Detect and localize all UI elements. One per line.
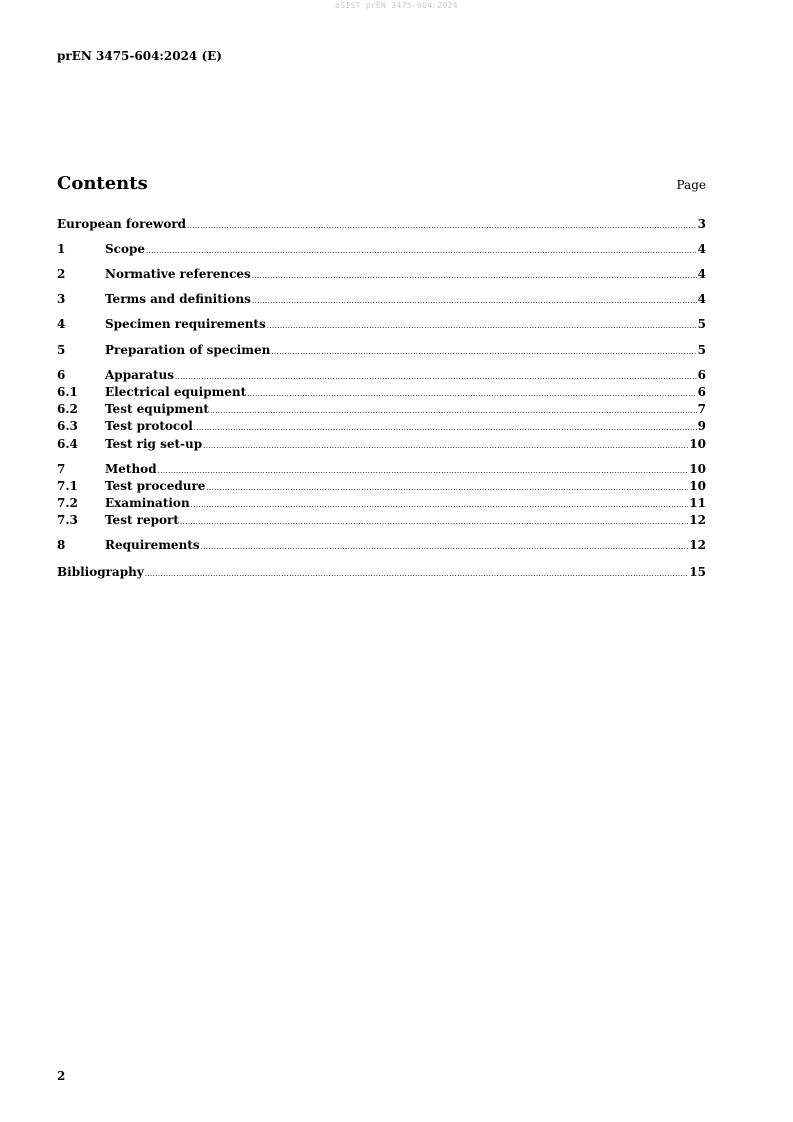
dot-leader: [271, 344, 696, 360]
toc-entry-title: Electrical equipment: [105, 385, 247, 399]
toc-entry-number: 6.1: [57, 385, 78, 399]
toc-entry-number: 6.3: [57, 419, 78, 433]
toc-entry-title: Normative references: [105, 267, 251, 281]
toc-entry-specimen-requirements[interactable]: [57, 316, 706, 332]
toc-entry-number: 6: [57, 368, 66, 382]
toc-entry-page: 15: [689, 565, 706, 579]
contents-heading: Contents: [57, 173, 148, 194]
dot-leader: [175, 369, 697, 385]
toc-entry-page: 4: [697, 267, 706, 281]
toc-entry-title: Apparatus: [105, 368, 174, 382]
document-identifier: prEN 3475-604:2024 (E): [57, 49, 222, 63]
toc-entry-page: 10: [689, 479, 706, 493]
toc-entry-page: 4: [697, 292, 706, 306]
toc-entry-number: 6.2: [57, 402, 78, 416]
dot-leader: [252, 268, 697, 284]
dot-leader: [180, 514, 688, 530]
toc-entry-bibliography[interactable]: [57, 564, 706, 580]
toc-entry-page: 7: [697, 402, 706, 416]
dot-leader: [201, 539, 689, 555]
toc-entry-page: 10: [689, 437, 706, 451]
toc-entry-page: 5: [697, 343, 706, 357]
dot-leader: [191, 497, 689, 513]
page-number: 2: [57, 1069, 66, 1083]
toc-entry-preparation-of-specimen[interactable]: [57, 342, 706, 358]
dot-leader: [187, 218, 697, 234]
page-column-label: Page: [676, 178, 706, 192]
toc-entry-test-rig-set-up[interactable]: [57, 436, 706, 452]
toc-entry-title: Test protocol: [105, 419, 193, 433]
toc-entry-title: Preparation of specimen: [105, 343, 271, 357]
toc-entry-number: 8: [57, 538, 66, 552]
toc-entry-number: 7.1: [57, 479, 78, 493]
toc-entry-terms-and-definitions[interactable]: [57, 291, 706, 307]
toc-entry-european-foreword[interactable]: [57, 216, 706, 232]
dot-leader: [158, 463, 689, 479]
toc-entry-title: Method: [105, 462, 157, 476]
toc-entry-page: 3: [697, 217, 706, 231]
toc-entry-title: Test rig set-up: [105, 437, 203, 451]
toc-entry-page: 12: [689, 513, 706, 527]
toc-entry-normative-references[interactable]: [57, 266, 706, 282]
dot-leader: [210, 403, 697, 419]
toc-entry-test-procedure[interactable]: [57, 478, 706, 494]
toc-entry-page: 4: [697, 242, 706, 256]
toc-entry-page: 6: [697, 368, 706, 382]
dot-leader: [203, 438, 688, 454]
watermark-text: oSIST prEN 3475-604:2024: [335, 1, 458, 10]
dot-leader: [146, 243, 697, 259]
toc-entry-page: 12: [689, 538, 706, 552]
toc-entry-number: 2: [57, 267, 66, 281]
toc-entry-page: 11: [689, 496, 706, 510]
toc-entry-scope[interactable]: [57, 241, 706, 257]
toc-entry-title: Specimen requirements: [105, 317, 266, 331]
toc-entry-electrical-equipment[interactable]: [57, 384, 706, 400]
toc-entry-number: 7.2: [57, 496, 78, 510]
dot-leader: [252, 293, 697, 309]
toc-entry-test-equipment[interactable]: [57, 401, 706, 417]
toc-entry-title: Bibliography: [57, 565, 144, 579]
toc-entry-number: 7.3: [57, 513, 78, 527]
dot-leader: [145, 566, 689, 582]
dot-leader: [267, 318, 697, 334]
toc-entry-title: Examination: [105, 496, 190, 510]
toc-entry-title: Test procedure: [105, 479, 206, 493]
toc-entry-number: 4: [57, 317, 66, 331]
toc-entry-test-report[interactable]: [57, 512, 706, 528]
toc-entry-title: Test equipment: [105, 402, 209, 416]
dot-leader: [206, 480, 688, 496]
toc-entry-title: Test report: [105, 513, 179, 527]
dot-leader: [194, 420, 697, 436]
toc-entry-requirements[interactable]: [57, 537, 706, 553]
toc-entry-title: Requirements: [105, 538, 200, 552]
toc-entry-page: 10: [689, 462, 706, 476]
toc-entry-title: Terms and definitions: [105, 292, 251, 306]
dot-leader: [247, 386, 696, 402]
toc-entry-test-protocol[interactable]: [57, 418, 706, 434]
toc-entry-number: 6.4: [57, 437, 78, 451]
toc-entry-method[interactable]: [57, 461, 706, 477]
toc-entry-apparatus[interactable]: [57, 367, 706, 383]
toc-entry-number: 7: [57, 462, 66, 476]
toc-entry-number: 5: [57, 343, 66, 357]
toc-entry-examination[interactable]: [57, 495, 706, 511]
toc-entry-page: 9: [697, 419, 706, 433]
toc-entry-page: 6: [697, 385, 706, 399]
toc-entry-title: European foreword: [57, 217, 187, 231]
toc-entry-number: 1: [57, 242, 66, 256]
toc-entry-number: 3: [57, 292, 66, 306]
toc-entry-page: 5: [697, 317, 706, 331]
toc-entry-title: Scope: [105, 242, 146, 256]
